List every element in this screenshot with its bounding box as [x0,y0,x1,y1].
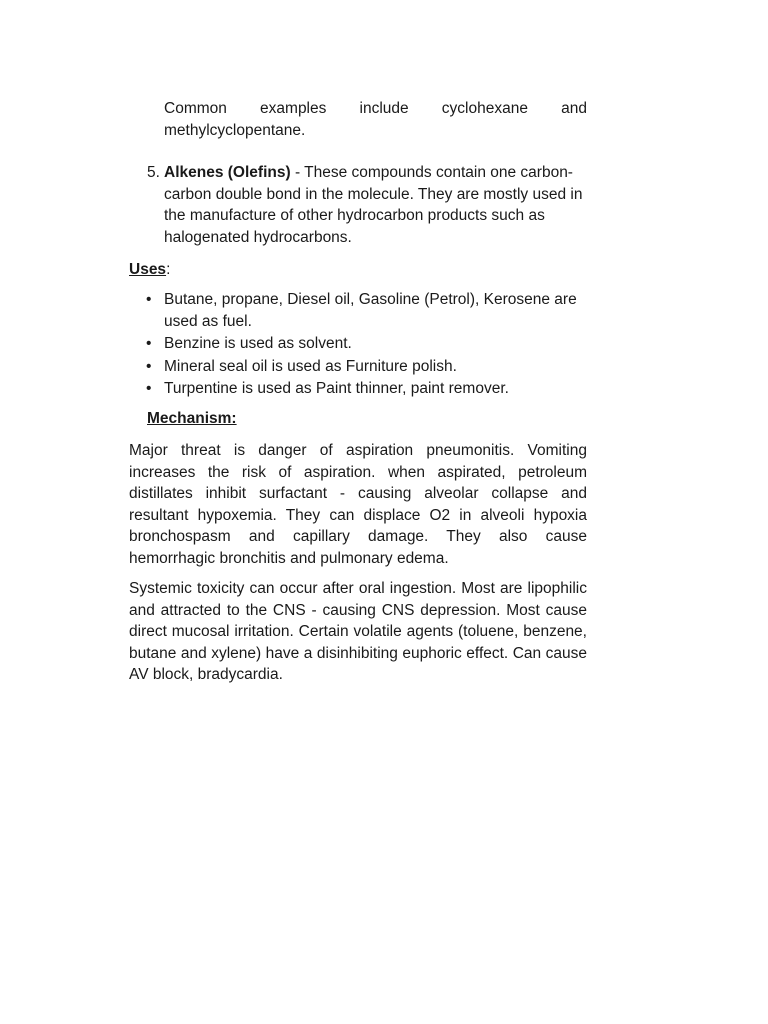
item-5-description: - These compounds contain one carbon-carbon double bond in the molecule. They are mostly used in the manufacture of other hydrocarbon products such as halogenated hydrocarbons. [164,164,583,246]
item-5-term: Alkenes [164,164,224,181]
mechanism-heading [147,408,237,430]
mechanism-paragraph-1: Major threat is danger of aspiration pneumonitis. Vomiting increases the risk of aspiration. when aspirated, petroleum distillates inhibit surfactant - causing alveolar collapse and resultant hypoxemia. They can displace O2 in alveoli hypoxia bronchospasm and capillary damage. They also cause hemorrhagic bronchitis and pulmonary edema. [129,442,587,567]
intro-paragraph [164,98,587,141]
mechanism-heading-text: Mechanism: [147,410,237,427]
item-5-text [164,162,587,248]
bullet-icon: • [146,357,152,375]
uses-heading-text: Uses [129,261,167,278]
mechanism-paragraph-2: Systemic toxicity can occur after oral ingestion. Most are lipophilic and attracted to the CNS - causing CNS depression. Most cause direct mucosal irritation. Certain volatile agents (toluene, benzene, butane and xylene) have a disinhibiting euphoric effect. Can cause AV block, bradycardia. [129,580,587,683]
list-item: • Turpentine is used as Paint thinner, paint remover. [145,378,587,400]
uses-list [145,289,587,401]
bullet-icon: • [146,291,152,308]
intro-line-2: methylcyclopentane. [164,121,306,139]
numbered-item-5 [147,162,587,248]
list-item: • Benzine is used as solvent. [145,333,587,355]
item-5-term-paren: (Olefins) [227,164,291,181]
bullet-icon: • [146,335,152,352]
list-item: • Mineral seal oil is used as Furniture polish. [145,356,587,378]
uses-heading-colon: : [166,261,171,278]
item-number: 5. [147,164,160,181]
bullet-icon: • [146,380,152,397]
uses-heading [129,259,170,281]
intro-line-1: Common examples include cyclohexane and [164,100,587,117]
list-item: • Butane, propane, Diesel oil, Gasoline (Petrol), Kerosene are used as fuel. [146,291,577,330]
